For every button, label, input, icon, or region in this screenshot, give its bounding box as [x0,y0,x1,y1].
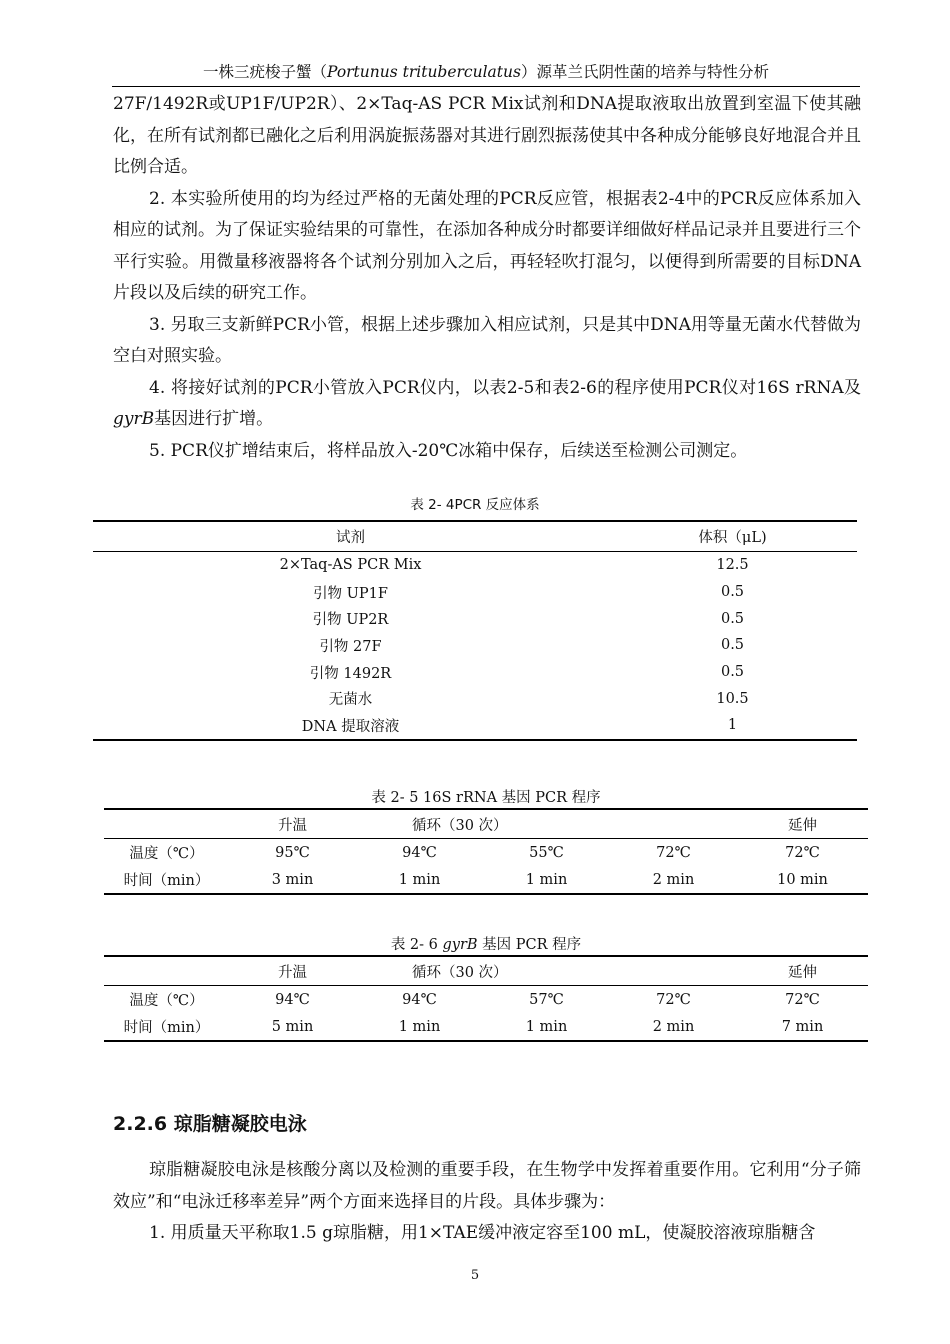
table-header-row [104,809,868,839]
table-cell: 引物 UP1F [313,585,388,602]
page-number: 5 [470,1268,480,1283]
table-row [104,866,868,894]
table3-caption-suffix: 基因 PCR 程序 [477,937,582,953]
table-cell: 7 min [781,1018,824,1035]
table-cell: 94℃ [402,991,437,1008]
paragraph-4-part-b: 基因进行扩增。 [154,409,274,429]
header-rule [112,86,860,87]
table-cell: 0.5 [720,664,745,681]
body-text-bottom [113,1155,861,1250]
table3-caption [104,936,868,954]
table-cell: 55℃ [529,844,564,861]
table-cell: 无菌水 [328,692,373,709]
table-row [93,685,857,712]
table-cell: 3 min [271,871,314,888]
table-row [93,605,857,632]
table-cell: 57℃ [529,991,564,1008]
table-cell: 温度（℃） [129,993,204,1009]
table-cell: 72℃ [656,844,691,861]
table-header-cell: 升温 [229,956,356,986]
table-header-row [104,956,868,986]
table-pcr-reaction-system [93,520,857,741]
table-cell: 时间（min） [123,873,210,889]
table-header-cell [610,809,737,839]
table-row [104,839,868,867]
table-cell: 72℃ [785,844,820,861]
paragraph-4-part-a: 4. 将接好试剂的PCR小管放入PCR仪内，以表2-5和表2-6的程序使用PCR仪对16S rRNA及 [149,377,861,398]
table-cell: 引物 27F [319,638,382,655]
table-cell: 0.5 [720,637,745,654]
table-header-cell: 循环（30 次） [356,956,610,986]
table-cell: 时间（min） [123,1020,210,1036]
table-cell: 10.5 [716,690,749,707]
table-cell: 引物 1492R [309,665,392,682]
running-header [112,62,860,82]
paragraph-5: 5. PCR仪扩增结束后，将样品放入-20℃冰箱中保存，后续送至检测公司测定。 [149,440,748,461]
table-cell: 5 min [271,1018,314,1035]
header-title-prefix: 一株三疣梭子蟹（ [203,63,328,81]
paragraph-4 [113,373,861,436]
table-header-cell [104,956,229,986]
table-row [104,986,868,1014]
table-header-cell [610,956,737,986]
table-cell: 94℃ [402,844,437,861]
header-title-italic: Portunus trituberculatus [327,63,521,81]
table3-caption-italic: gyrB [442,937,478,953]
table-cell: 1 min [398,871,441,888]
table-cell: 10 min [777,871,828,888]
table2-caption: 表 2- 5 16S rRNA 基因 PCR 程序 [371,790,601,806]
table-cell: 12.5 [716,557,749,574]
table-cell: 1 min [398,1018,441,1035]
table-header-cell: 试剂 [93,521,608,552]
table-header-cell: 循环（30 次） [356,809,610,839]
table-16s-pcr-program [104,808,868,895]
table-row [93,579,857,606]
section-paragraph-2: 1. 用质量天平称取1.5 g琼脂糖，用1×TAE缓冲液定容至100 mL，使凝胶溶液琼脂糖含 [149,1223,816,1243]
table-header-cell: 升温 [229,809,356,839]
paragraph-2: 2. 本实验所使用的均为经过严格的无菌处理的PCR反应管，根据表2-4中的PCR反应体系加入相应的试剂。为了保证实验结果的可靠性，在添加各种成分时都要详细做好样品记录并且要进行三个平行实验。用微量移液器将各个试剂分别加入之后，再轻轻吹打混匀，以便得到所需要的目标DNA片段以及后续的研究工作。 [113,188,861,303]
section-paragraph-1: 琼脂糖凝胶电泳是核酸分离以及检测的重要手段，在生物学中发挥着重要作用。它利用“分子筛效应”和“电泳迁移率差异”两个方面来选择目的片段。具体步骤为： [113,1160,861,1212]
table-row [93,632,857,659]
table-cell: 72℃ [656,991,691,1008]
table-cell: 温度（℃） [129,846,204,862]
table-cell: 2 min [652,1018,695,1035]
table-cell: 2 min [652,871,695,888]
table-row [93,712,857,740]
table-cell: 1 min [525,1018,568,1035]
table-header-cell: 体积（μL) [608,521,857,552]
table-header-cell: 延伸 [737,809,868,839]
body-text-top [113,89,861,467]
table-row [93,659,857,686]
table3-caption-prefix: 表 2- 6 [390,937,443,953]
table-cell: 2×Taq-AS PCR Mix [279,557,422,574]
table1-caption: 表 2- 4PCR 反应体系 [410,497,540,513]
paragraph-3: 3. 另取三支新鲜PCR小管，根据上述步骤加入相应试剂，只是其中DNA用等量无菌水代替做为空白对照实验。 [113,314,861,366]
table-row [104,1013,868,1041]
table-cell: 94℃ [275,991,310,1008]
table-cell: 0.5 [720,584,745,601]
table-header-cell [104,809,229,839]
table-cell: 1 min [525,871,568,888]
table-row [93,552,857,579]
paragraph-4-italic: gyrB [113,409,155,429]
table-gyrb-pcr-program [104,955,868,1042]
section-heading: 2.2.6 琼脂糖凝胶电泳 [113,1113,307,1135]
table-cell: 0.5 [720,610,745,627]
header-title-suffix: ）源革兰氏阴性菌的培养与特性分析 [520,63,769,81]
table-cell: 1 [727,717,738,734]
table-header-row [93,521,857,552]
table-cell: DNA 提取溶液 [301,718,400,735]
table-header-cell: 延伸 [737,956,868,986]
paragraph-1: 27F/1492R或UP1F/UP2R）、2×Taq-AS PCR Mix试剂和DNA提取液取出放置到室温下使其融化，在所有试剂都已融化之后利用涡旋振荡器对其进行剧烈振荡使其中各种成分能够良好地混合并且比例合适。 [113,94,861,177]
table-cell: 引物 UP2R [312,612,389,629]
table-cell: 95℃ [275,844,310,861]
table-cell: 72℃ [785,991,820,1008]
